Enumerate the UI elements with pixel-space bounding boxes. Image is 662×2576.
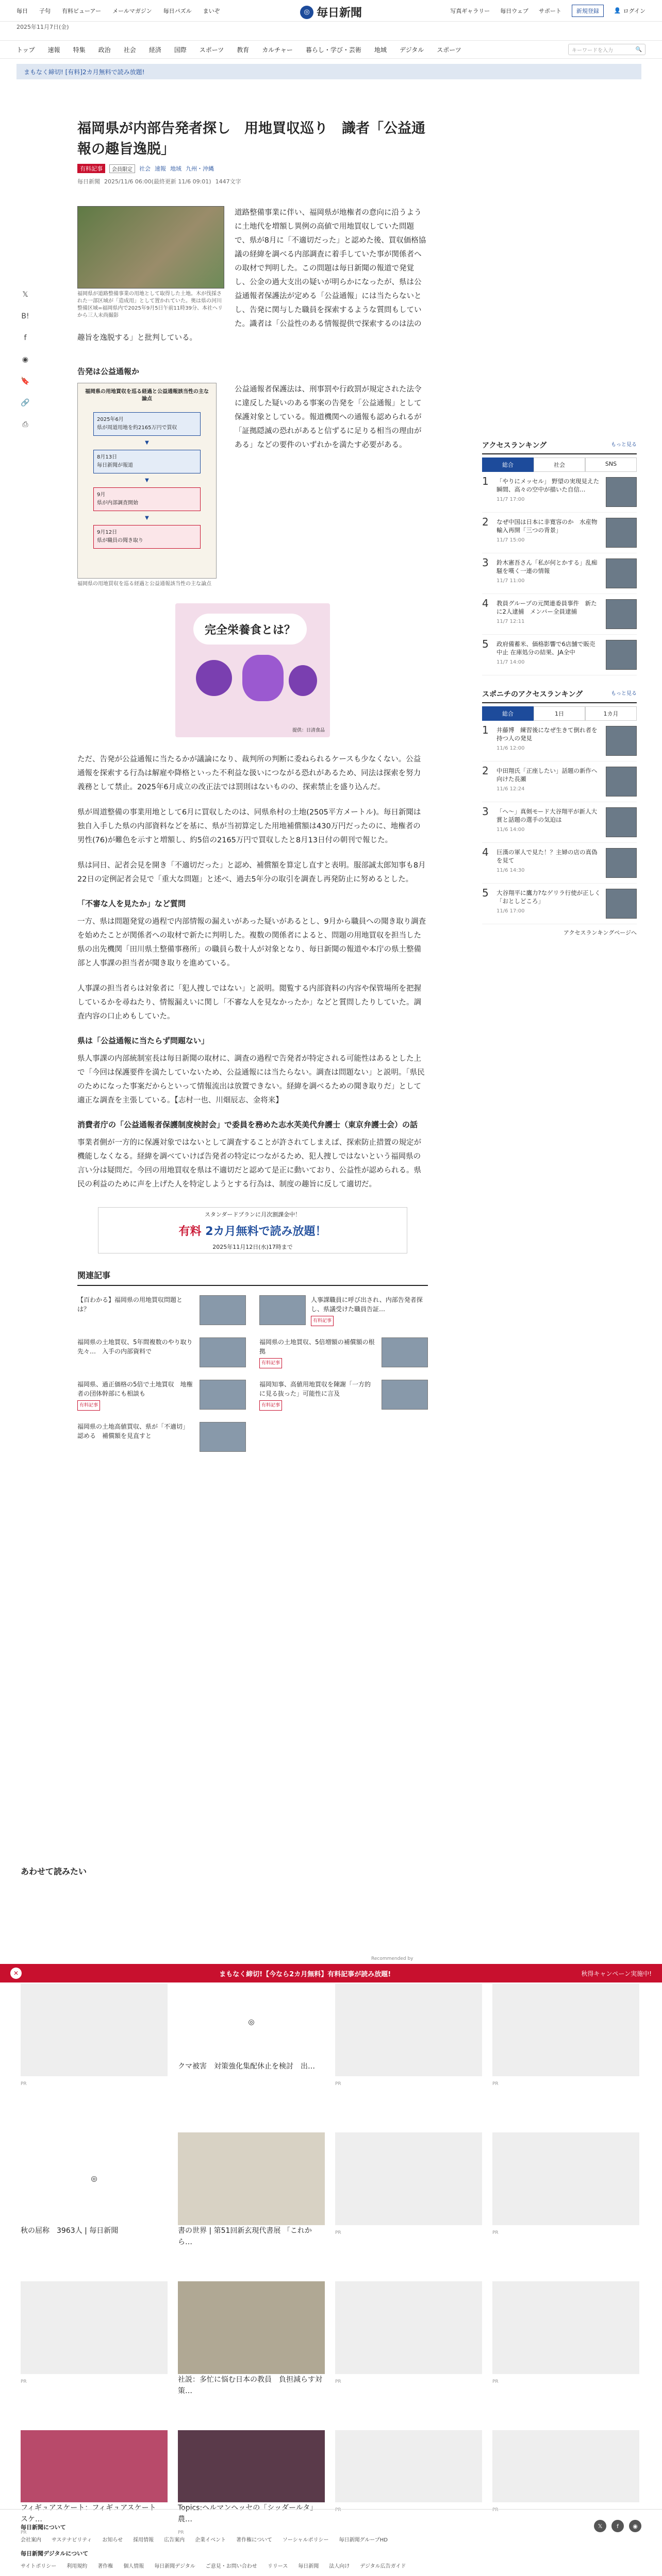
ranking-thumb xyxy=(606,558,637,588)
ranking-item[interactable]: 1 「やりにメッセル」 野望の実現見えた瞬間、高々の空中が描いた自信… 11/7 17:00 xyxy=(482,472,637,513)
register-button[interactable]: 新規登録 xyxy=(572,5,604,17)
footer-link[interactable]: ソーシャルポリシー xyxy=(282,2537,329,2543)
sticky-ad-cta[interactable]: 秋得キャンペーン実施中! xyxy=(581,1970,652,1977)
hatena-icon[interactable]: B! xyxy=(21,312,29,320)
search-icon[interactable]: 🔍 xyxy=(635,46,642,53)
banner-top: スタンダードプランに月次割課金中！ xyxy=(204,1211,301,1218)
related-item[interactable]: 人事課職員に呼び出され、内部告発者探し、県議受けた職員告証… 有料記事 xyxy=(259,1295,428,1326)
diagram-step: 2025年6月 県が周道用地を約2165万円で買収 xyxy=(93,412,201,436)
nav-item[interactable]: 経済 xyxy=(148,46,161,54)
paragraph: 人事課の担当者らは対象者に「犯人捜しではない」と説明。閲覧する内部資料の内容や保管場所を把握しているかを尋ねたり、情報漏えいに関し「不審な人を見なかったか」などと質問したりしていた。調査内容の口止めもしていた。 xyxy=(77,985,421,1021)
nav-item[interactable]: トップ xyxy=(16,46,35,54)
header-link[interactable]: 写真ギャラリー xyxy=(450,7,490,14)
recommend-card[interactable]: フィギュアスケート：フィギュアスケート スケ… PR xyxy=(21,2430,168,2567)
top-link[interactable]: まいぞ xyxy=(203,7,220,14)
related-list xyxy=(77,1295,428,1452)
ranking-page-link[interactable]: アクセスランキングページへ xyxy=(563,929,637,936)
login-button[interactable]: 👤 ログイン xyxy=(614,7,646,14)
tab-ranking[interactable]: 社会 xyxy=(534,457,585,472)
ranking-item[interactable]: 3 鈴木憲吾さん「私が何とかする」乱痴騒を嘆く一連の情報 11/7 11:00 xyxy=(482,553,637,594)
related-item[interactable]: 福岡県の土地買収、5倍増額の補償額の根拠 有料記事 xyxy=(259,1337,428,1368)
recommend-card[interactable]: PR xyxy=(492,2281,639,2418)
nav-item[interactable]: 教育 xyxy=(237,46,250,54)
nav-item[interactable]: 国際 xyxy=(174,46,187,54)
diagram-step: 8月13日 毎日新聞が報道 xyxy=(93,450,201,473)
recommend-card[interactable]: Topics:ヘルマンヘッセの「シッダールタ」農… PR xyxy=(178,2430,325,2567)
ranking-item[interactable]: 4 教員グループの元関連委員事件 新たに2人逮捕 メンバー全員逮捕 11/7 12:11 xyxy=(482,594,637,635)
recommend-card[interactable]: PR xyxy=(492,2430,639,2567)
recommend-card[interactable]: ◎ クマ被害 対策強化集配休止を検討 出… xyxy=(178,1984,325,2120)
related-thumb xyxy=(200,1380,246,1410)
recommend-card[interactable]: PR xyxy=(335,2430,482,2567)
top-links xyxy=(16,7,220,15)
nav-item[interactable]: 特集 xyxy=(73,46,86,54)
sports-ranking-item[interactable]: 1 井藤博 練習後になぜ生きて倒れ者を持つ人の発見 11/6 12:00 xyxy=(482,721,637,761)
card-image xyxy=(178,1984,325,2061)
footer-link[interactable]: リリース xyxy=(267,2564,288,2569)
footer-link[interactable]: 利用規約 xyxy=(67,2564,88,2569)
footer-link[interactable]: 広告案内 xyxy=(164,2537,185,2543)
recommend-grid xyxy=(21,1984,639,2567)
top-link[interactable]: メールマガジン xyxy=(112,7,152,14)
article-meta xyxy=(77,177,428,185)
ranking-thumb xyxy=(606,518,637,548)
diagram-figure xyxy=(77,383,224,588)
footer-link[interactable]: 採用情報 xyxy=(133,2537,154,2543)
ad-image-title: 完全栄養食とは？ xyxy=(193,614,307,645)
tag-link[interactable]: 速報 xyxy=(155,165,166,172)
footer-link[interactable]: 会社案内 xyxy=(21,2537,41,2543)
char-count: 1447文字 xyxy=(215,178,241,185)
header-link[interactable]: サポート xyxy=(538,7,561,14)
header-right xyxy=(450,5,646,17)
related-item[interactable]: 福岡県の土地買収、5年間複数のやり取り先々… 入手の内部資料で xyxy=(77,1337,246,1368)
footer-link[interactable]: 個人情報 xyxy=(123,2564,144,2569)
related-thumb xyxy=(382,1337,428,1367)
related-item[interactable]: 福岡県の土地高値買収、県が「不適切」認める 補償額を見直すと xyxy=(77,1422,246,1452)
tag-link[interactable]: 地域 xyxy=(170,165,181,172)
x-icon[interactable]: 𝕏 xyxy=(594,2520,606,2532)
footer-link[interactable]: 法人向け xyxy=(329,2564,350,2569)
sports-ranking-item[interactable]: 2 中田翔氏「正座したい」話題の新作へ向けた長瀬 11/6 12:24 xyxy=(482,761,637,802)
related-thumb xyxy=(200,1337,246,1367)
recommend-title: あわせて読みたい xyxy=(21,1867,87,1876)
recommend-card[interactable]: PR xyxy=(492,2132,639,2269)
recommend-card[interactable]: PR xyxy=(21,2281,168,2418)
related-thumb xyxy=(382,1380,428,1410)
related-item[interactable]: 【百わかる】福岡県の用地買収問題とは？ xyxy=(77,1295,246,1326)
paragraph: 一方、県は問題発覚の過程で内部情報の漏えいがあった疑いがあるとし、9月から職員への聞き取り調査を始めたことが関係者への取材で新たに判明した。複数の関係者によると、問題の用地買収を担当した県の出先機関「田川県土整備事務所」の職員ら数十人が対象となり、毎日新聞の報道や本庁の県土整備部と人事課の担当者が聞き取りを進めている。 xyxy=(77,918,426,968)
footer-link[interactable]: 企業イベント xyxy=(195,2537,226,2543)
diagram-title: 福岡県の用地買収を巡る経過と公益通報該当性の主な論点 xyxy=(85,389,209,402)
line-icon[interactable]: ◉ xyxy=(22,355,29,364)
footer-link[interactable]: サイトポリシー xyxy=(21,2564,57,2569)
card-image xyxy=(335,2281,482,2374)
footer-link[interactable]: 毎日新聞グループHD xyxy=(339,2537,388,2543)
footer-heading: 毎日新聞デジタルについて xyxy=(21,2550,89,2557)
tab-sports[interactable]: 1カ月 xyxy=(585,706,637,721)
top-link[interactable]: 子句 xyxy=(39,7,51,14)
footer-links xyxy=(21,2562,641,2569)
x-share-icon[interactable]: 𝕏 xyxy=(22,291,28,299)
top-link[interactable]: 毎日 xyxy=(16,7,28,14)
nav-item[interactable]: 地域 xyxy=(374,46,387,54)
sticky-ad-text: まもなく締切!【今なら2カ月無料】有料記事が読み放題! xyxy=(219,1970,391,1978)
recommend-card[interactable]: PR xyxy=(492,1984,639,2120)
arrow-down-icon: ▼ xyxy=(145,478,149,483)
lead-photo xyxy=(77,206,224,319)
article-tags xyxy=(77,164,428,173)
bookmark-icon[interactable]: 🔖 xyxy=(21,377,30,385)
card-image xyxy=(492,2132,639,2225)
ranking-thumb xyxy=(606,477,637,507)
related-thumb xyxy=(200,1422,246,1452)
ranking-thumb xyxy=(606,807,637,837)
facebook-icon[interactable]: f xyxy=(24,334,27,342)
nav-item[interactable]: 暮らし・学び・芸術 xyxy=(305,46,361,54)
top-strip xyxy=(0,0,662,30)
card-image xyxy=(492,1984,639,2076)
nav-item[interactable]: カルチャー xyxy=(262,46,293,54)
footer xyxy=(0,2509,662,2576)
recommend-card[interactable]: ◎ 秋の屈称 3963人 | 毎日新聞 xyxy=(21,2132,168,2269)
ranking-item[interactable]: 2 なぜ中国は日本に非寛容のか 水産物輸入再開「三つの背景」 11/7 15:00 xyxy=(482,513,637,553)
tab-sports[interactable]: 総合 xyxy=(482,706,534,721)
article-title: 福岡県が内部告発者探し 用地買収巡り 識者「公益通報の趣旨逸脱」 xyxy=(77,121,425,157)
sticky-ad-bar[interactable] xyxy=(0,1964,662,1982)
sports-tabs xyxy=(482,706,637,721)
ranking-header: アクセスランキング もっと見る xyxy=(482,440,637,454)
arrow-down-icon: ▼ xyxy=(145,440,149,446)
copy-link-icon[interactable]: 🔗 xyxy=(21,399,30,407)
tab-sports[interactable]: 1日 xyxy=(534,706,585,721)
members-badge: 会員限定 xyxy=(109,164,135,173)
site-logo[interactable]: ◎ 毎日新聞 xyxy=(300,4,362,20)
related-item[interactable]: 福岡知事、高値用地買収を陳謝「一方的に見る抜った」可能性に言及 有料記事 xyxy=(259,1380,428,1411)
tag-link[interactable]: 九州・沖縄 xyxy=(186,165,214,172)
ranking-tabs xyxy=(482,457,637,472)
publish-date: 2025/11/6 06:00(最終更新 11/6 09:01) xyxy=(104,178,211,185)
card-image xyxy=(21,1984,168,2076)
sports-ranking-item[interactable]: 4 巨漢の軍人で見た！？主婦の店の真偽を見て 11/6 14:30 xyxy=(482,843,637,884)
ranking-more-link[interactable]: もっと見る xyxy=(611,442,637,448)
paragraph: ただ、告発が公益通報に当たるかが議論になり、裁判所の判断に委ねられるケースも少なくない。公益通報を探索する行為は解雇や降格といった不利益な扱いにつながる恐れがあるため、同法は探索を努力義務として禁止。2025年6月成立の改正法では罰則はないものの、探索禁止を盛り込んだ。 xyxy=(77,755,421,791)
paragraph: 事業者側が一方的に保護対象ではないとして調査することが許されてしまえば、探索防止措置の規定が機能しなくなる。経緯を調べていけば告発者の特定につながるため、犯人捜しではないという福岡県の言い分は疑問だ。今回の用地買収を県は不適切だと認めて是正に動いており、公益性が認められる。県民の利益のために声を上げた人を特定しようとする行為は、制度の趣旨に反して適切だ。 xyxy=(77,1139,421,1189)
nav-item[interactable]: 社会 xyxy=(123,46,136,54)
section-heading: 告発は公益通報か xyxy=(77,367,140,376)
recommend-card[interactable]: PR xyxy=(335,2281,482,2418)
card-image xyxy=(335,2132,482,2225)
sports-ranking-header: スポニチのアクセスランキング もっと見る xyxy=(482,689,637,703)
ad-image[interactable] xyxy=(175,603,330,737)
diagram-caption: 福岡県の用地買収を巡る経過と公益通報該当性の主な論点 xyxy=(77,581,211,587)
section-heading: 消費者庁の「公益通報者保護制度検討会」で委員を務めた志水芙美代弁護士（東京弁護士会）の話 xyxy=(77,1120,418,1129)
footer-link[interactable]: ご意見・お問い合わせ xyxy=(205,2564,257,2569)
header-date: 2025年11月7日(金) xyxy=(16,24,69,30)
footer-link[interactable]: 毎日新聞 xyxy=(298,2564,319,2569)
sports-ranking-item[interactable]: 5 大谷翔平に鷹力?なゲリラ行使が正しく「おとしどころ」 11/6 17:00 xyxy=(482,884,637,924)
recommend-card[interactable]: 書の世界 | 第51回新玄現代書展 「これから… xyxy=(178,2132,325,2269)
ad-label: Recommended by xyxy=(371,1956,413,1961)
recommend-card[interactable]: 社説：多忙に悩む日本の教員 負担減らす対策… xyxy=(178,2281,325,2418)
diagram-step: 9月12日 県が職員の聞き取り xyxy=(93,525,201,549)
ranking-thumb xyxy=(606,848,637,878)
sports-more-link[interactable]: もっと見る xyxy=(611,691,637,697)
card-image xyxy=(178,2430,325,2502)
ranking-thumb xyxy=(606,640,637,670)
nav-item[interactable]: スポーツ xyxy=(437,46,461,54)
footer-link[interactable]: 著作権について xyxy=(236,2537,272,2543)
top-link[interactable]: 有料ビューアー xyxy=(62,7,102,14)
nav-item[interactable]: スポーツ xyxy=(199,46,224,54)
card-image xyxy=(335,1984,482,2076)
recommend-card[interactable]: PR xyxy=(335,1984,482,2120)
promo-bar[interactable]: まもなく締切! [有料]2カ月無料で読み放題! xyxy=(16,64,641,79)
ranking-thumb xyxy=(606,889,637,919)
section-heading: 「不審な人を見たか」など質問 xyxy=(77,899,186,908)
footer-link[interactable]: デジタル広告ガイド xyxy=(360,2564,406,2569)
arrow-down-icon: ▼ xyxy=(145,515,149,521)
timeline-diagram[interactable] xyxy=(77,383,217,579)
card-image xyxy=(21,2430,168,2502)
footer-link[interactable]: 毎日新聞デジタル xyxy=(154,2564,195,2569)
footer-link[interactable]: サステナビリティ xyxy=(52,2537,92,2543)
ranking-thumb xyxy=(606,767,637,796)
nav-item[interactable]: デジタル xyxy=(399,46,424,54)
nav-item[interactable]: 政治 xyxy=(98,46,111,54)
ranking-thumb xyxy=(606,599,637,629)
ad-image-credit: 提供：日清食品 xyxy=(292,728,325,733)
footer-link[interactable]: お知らせ xyxy=(102,2537,123,2543)
card-image xyxy=(178,2132,325,2225)
social-links xyxy=(594,2520,641,2532)
tab-ranking[interactable]: SNS xyxy=(585,457,637,472)
paragraph: 県人事課の内部統制室長は毎日新聞の取材に、調査の過程で告発者が特定される可能性はあるとした上で「今回は保護要件を満たしていないため、公益通報には当たらない。調査は問題ない」と説明。「県民のためになった事案だからといって情報流出は放置できない。経緯を調べるための聞き取りだ」として適正な調査を主張している。【志村一也、川畑辰志、金将来】 xyxy=(77,1055,425,1105)
banner-main: 有料 2カ月無料で読み放題！ xyxy=(178,1225,327,1238)
main-nav xyxy=(0,40,662,59)
search-input[interactable]: キーワードを入力 🔍 xyxy=(568,44,646,55)
sports-ranking-item[interactable]: 3 「ヘ～」真剣モード大谷翔平が新人大賞と話題の選手の気迫は 11/6 14:00 xyxy=(482,802,637,843)
paragraph: 県が周道整備の事業用地として6月に買収したのは、同県糸村の土地(2505平方メートル)。毎日新聞は独自入手した県の内部資料などを基に、県が当初算定した用地補償額は430万円だったのに、地権者の男性(76)が難色を示すと増額し、約5倍の2165万円で買収したと8月13日付の朝刊で報じた。 xyxy=(77,808,421,844)
recommend-card[interactable]: PR xyxy=(335,2132,482,2269)
related-thumb xyxy=(200,1295,246,1325)
article xyxy=(77,118,428,1452)
logo-mark-icon: ◎ xyxy=(91,2175,97,2183)
card-image xyxy=(178,2281,325,2374)
photo-caption: 福岡県が道路整備事業の用地として取得した土地。木が伐採された一部区域が「造成用」として置かれていた。奥は県の河川整備区域=福岡県内で2025年9月5日午前11時39分、本社ヘリから三人末尚撮影 xyxy=(77,291,223,318)
ranking-thumb xyxy=(606,726,637,756)
premium-badge: 有料記事 xyxy=(77,164,105,173)
paragraph: 公益通報者保護法は、刑事罰や行政罰が規定された法令に違反した疑いのある事案の告発を「公益通報」として保護対象としている。報道機関への通報も認められるが「証拠隠滅の恐れがあると信ずるに足りる相当の理由がある」などの要件のいずれかを満たす必要がある。 xyxy=(235,385,422,449)
logo-mark-icon: ◎ xyxy=(300,6,313,19)
top-link[interactable]: 毎日パズル xyxy=(163,7,192,14)
tab-ranking[interactable]: 総合 xyxy=(482,457,534,472)
close-icon[interactable]: ✕ xyxy=(10,1968,22,1979)
diagram-step: 9月 県が内部調査開始 xyxy=(93,487,201,511)
line-icon[interactable]: ◉ xyxy=(629,2520,641,2532)
banner-deadline: 2025年11月12日(水)17時まで xyxy=(212,1243,293,1250)
card-image xyxy=(492,2281,639,2374)
user-icon: 👤 xyxy=(614,7,621,14)
card-image xyxy=(21,2281,168,2374)
byline: 毎日新聞 xyxy=(77,178,100,185)
ranking-item[interactable]: 5 政府備蓄米、価格影響で6店舗で販売中止 在庫処分の結果、JA全中 11/7 14:00 xyxy=(482,635,637,675)
premium-badge: 有料記事 xyxy=(77,1400,100,1411)
article-body xyxy=(77,206,428,1192)
sidebar xyxy=(482,440,637,937)
print-icon[interactable]: ⎙ xyxy=(22,420,28,429)
related-item[interactable]: 福岡県、過正価格の5倍で土地買収 地権者の団体幹部にも相談も 有料記事 xyxy=(77,1380,246,1411)
card-image xyxy=(21,2132,168,2225)
premium-badge: 有料記事 xyxy=(311,1316,334,1326)
footer-link[interactable]: 著作権 xyxy=(97,2564,113,2569)
premium-badge: 有料記事 xyxy=(259,1358,282,1368)
subscription-banner[interactable] xyxy=(98,1207,407,1253)
footer-heading: 毎日新聞について xyxy=(21,2524,66,2531)
premium-badge: 有料記事 xyxy=(259,1400,282,1411)
logo-mark-icon: ◎ xyxy=(248,2018,255,2026)
section-heading: 県は「公益通報に当たらず問題ない」 xyxy=(77,1036,209,1045)
paragraph: 県は同日、記者会見を開き「不適切だった」と認め、補償額を算定し直すと表明。服部誠太郎知事も8月22日の定例記者会見で「重大な問題」と述べ、過去5年分の取引を調査し再発防止に努めるとした。 xyxy=(77,861,426,884)
card-image xyxy=(335,2430,482,2502)
header-link[interactable]: 毎日ウェブ xyxy=(500,7,528,14)
footer-links xyxy=(21,2535,641,2543)
card-image xyxy=(492,2430,639,2502)
tag-link[interactable]: 社会 xyxy=(139,165,151,172)
recommend-card[interactable]: PR xyxy=(21,1984,168,2120)
aerial-photo[interactable] xyxy=(77,206,224,289)
related-title: 関連記事 xyxy=(77,1269,428,1286)
facebook-icon[interactable]: f xyxy=(611,2520,624,2532)
paragraph: 道路整備事業に伴い、福岡県が地権者の意向に沿うように土地代を増額し異例の高値で用地買収していた問題で、県が8月に「不適切だった」と認めた後、買収価格協議の経緯を調べる内部調査に着手していた事が関係者への取材で判明した。この問題は毎日新聞の報道で発覚し、公金の過大支出の疑いが明らかになったが、県は公益通報者保護法が定める「公益通報」には当たらないとし、告発に関与した職員を探索するような質問もしていた。識者は「公益性のある情報提供で探索するのは法の趣旨を逸脱する」と批判している。 xyxy=(77,209,426,342)
share-column xyxy=(21,291,30,429)
nav-item[interactable]: 速報 xyxy=(47,46,60,54)
related-thumb xyxy=(259,1295,306,1325)
